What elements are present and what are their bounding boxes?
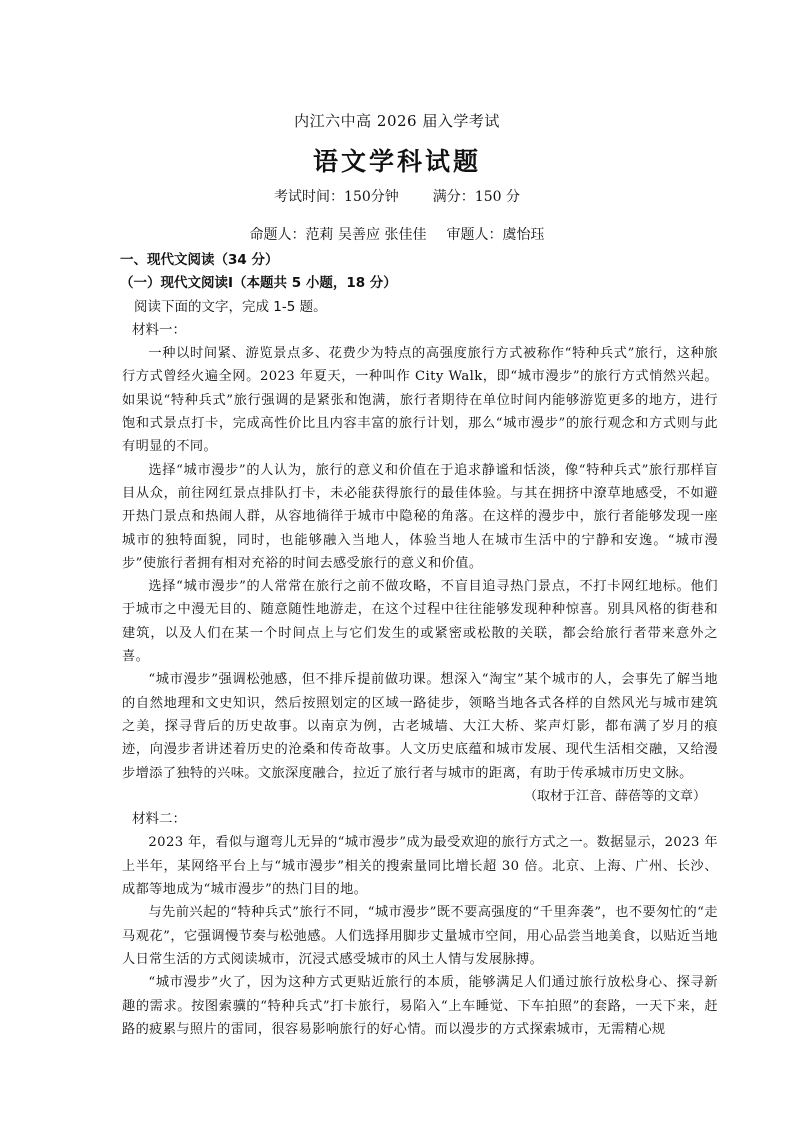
paragraph: “城市漫步”火了，因为这种方式更贴近旅行的本质，能够满足人们通过旅行放松身心、探寻新趣的需求。按图索骥的“特种兵式”打卡旅行，易陷入“上车睡觉、下车拍照”的套路，一天下来，赶路的疲累与照片的雷同，很容易影响旅行的好心情。而以漫步的方式探索城市，无需精心规 <box>122 975 718 1037</box>
paragraph: 选择“城市漫步”的人认为，旅行的意义和价值在于追求静谧和恬淡，像“特种兵式”旅行那样盲目从众，前往网红景点排队打卡，未必能获得旅行的最佳体验。与其在拥挤中潦草地感受，不如避开热门景点和热闹人群，从容地徜徉于城市中隐秘的角落。在这样的漫步中，旅行者能够发现一座城市的独特面貌，同时，也能够融入当地人，体验当地人在城市生活中的宁静和安逸。“城市漫步”使旅行者拥有相对充裕的时间去感受旅行的意义和价值。 <box>122 462 718 571</box>
reviewer: 审题人：虞怡珏 <box>446 227 545 243</box>
section-heading: 一、现代文阅读（34 分） <box>120 252 279 268</box>
instruction-text: 阅读下面的文字，完成 1-5 题。 <box>134 298 327 315</box>
paragraph: 选择“城市漫步”的人常常在旅行之前不做攻略，不盲目追寻热门景点，不打卡网红地标。他们于城市之中漫无目的、随意随性地游走，在这个过程中往往能够发现种种惊喜。别具风格的街巷和建筑，以及人们在某一个时间点上与它们发生的或紧密或松散的关联，都会给旅行者带来意外之喜。 <box>122 579 718 665</box>
paragraph: 2023 年，看似与遛弯儿无异的“城市漫步”成为最受欢迎的旅行方式之一。数据显示，2023 年上半年，某网络平台上与“城市漫步”相关的搜索量同比增长超 30 倍。北京、上海、广州、长沙、成都等地成为“城市漫步”的热门目的地。 <box>122 835 718 898</box>
sub-section-heading: （一）现代文阅读Ⅰ（本题共 5 小题，18 分） <box>120 275 397 292</box>
page-title: 语文学科试题 <box>312 147 481 176</box>
school-exam-line: 内江六中高 2026 届入学考试 <box>294 112 500 130</box>
authors-line <box>0 224 794 244</box>
material-1-label: 材料一： <box>132 321 186 338</box>
paragraph: “城市漫步”强调松弛感，但不排斥提前做功课。想深入“淘宝”某个城市的人，会事先了解当地的自然地理和文史知识，然后按照划定的区域一路徒步，领略当地各式各样的自然风光与城市建筑之美，探寻背后的历史故事。以南京为例，古老城墙、大江大桥、桨声灯影，都布满了岁月的痕迹，向漫步者讲述着历史的沧桑和传奇故事。人文历史底蕴和城市发展、现代生活相交融，又给漫步增添了独特的兴味。文旅深度融合，拉近了旅行者与城市的距离，有助于传承城市历史文脉。 <box>122 672 718 781</box>
material-2-label: 材料二： <box>132 811 186 828</box>
exam-time: 考试时间：150分钟 <box>274 189 399 205</box>
reading-section <box>122 249 718 1041</box>
full-score: 满分：150 分 <box>432 189 520 205</box>
paragraph: 与先前兴起的“特种兵式”旅行不同，“城市漫步”既不要高强度的“千里奔袭”，也不要匆忙的“走马观花”，它强调慢节奏与松弛感。人们选择用脚步丈量城市空间，用心品尝当地美食，以贴近当地人日常生活的方式阅读城市，沉浸式感受城市的风土人情与发展脉搏。 <box>122 905 718 967</box>
question-setters: 命题人：范莉 吴善应 张佳佳 <box>249 227 427 243</box>
source-citation: （取材于江音、薛蓓等的文章） <box>523 788 706 804</box>
exam-time-score-line <box>0 186 794 206</box>
paragraph: 一种以时间紧、游览景点多、花费少为特点的高强度旅行方式被称作“特种兵式”旅行，这种旅行方式曾经火遍全网。2023 年夏天，一种叫作 City Walk，即“城市漫步”的旅行方式悄然兴起。如果说“特种兵式”旅行强调的是紧张和饱满，旅行者期待在单位时间内能够游览更多的地方，进行饱和式景点打卡，完成高性价比且内容丰富的旅行计划，那么“城市漫步”的旅行观念和方式则与此有明显的不同。 <box>122 346 718 455</box>
